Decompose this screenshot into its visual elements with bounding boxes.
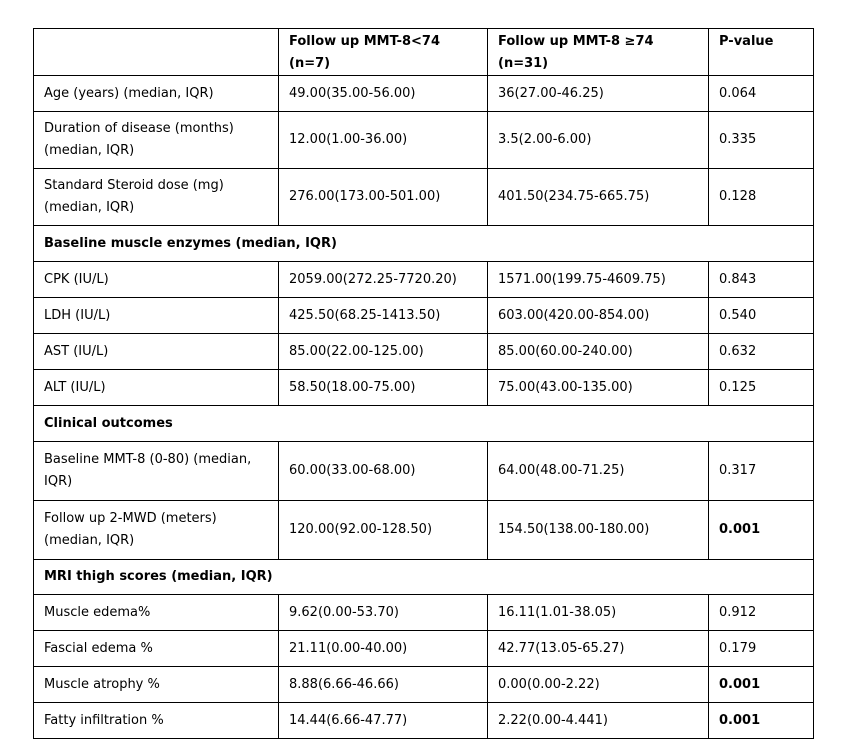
row-label: AST (IU/L): [34, 334, 279, 370]
row-value-low: 9.62(0.00-53.70): [279, 595, 488, 631]
header-cell-p-value: P-value: [709, 29, 814, 76]
section-heading: Baseline muscle enzymes (median, IQR): [34, 226, 814, 262]
row-label: LDH (IU/L): [34, 298, 279, 334]
row-value-high: 2.22(0.00-4.441): [488, 703, 709, 739]
row-p-value: 0.335: [709, 112, 814, 169]
section-heading: Clinical outcomes: [34, 406, 814, 442]
row-value-low: 85.00(22.00-125.00): [279, 334, 488, 370]
row-value-high: 154.50(138.00-180.00): [488, 501, 709, 560]
row-value-high: 36(27.00-46.25): [488, 76, 709, 112]
row-value-low: 58.50(18.00-75.00): [279, 370, 488, 406]
row-label: Muscle edema%: [34, 595, 279, 631]
row-value-low: 12.00(1.00-36.00): [279, 112, 488, 169]
header-cell-empty: [34, 29, 279, 76]
row-p-value: 0.843: [709, 262, 814, 298]
table-row: [34, 76, 814, 112]
row-value-high: 603.00(420.00-854.00): [488, 298, 709, 334]
row-p-value: 0.912: [709, 595, 814, 631]
row-label: Muscle atrophy %: [34, 667, 279, 703]
row-value-low: 276.00(173.00-501.00): [279, 169, 488, 226]
row-p-value: 0.128: [709, 169, 814, 226]
row-value-high: 3.5(2.00-6.00): [488, 112, 709, 169]
row-value-high: 1571.00(199.75-4609.75): [488, 262, 709, 298]
row-p-value: 0.540: [709, 298, 814, 334]
table-row: [34, 667, 814, 703]
row-label: Follow up 2-MWD (meters) (median, IQR): [34, 501, 279, 560]
row-p-value: 0.317: [709, 442, 814, 501]
row-value-high: 64.00(48.00-71.25): [488, 442, 709, 501]
row-label: Age (years) (median, IQR): [34, 76, 279, 112]
table-row: [34, 501, 814, 560]
table-row: [34, 334, 814, 370]
row-p-value: 0.001: [709, 501, 814, 560]
row-value-low: 21.11(0.00-40.00): [279, 631, 488, 667]
row-label: CPK (IU/L): [34, 262, 279, 298]
row-label: Baseline MMT-8 (0-80) (median, IQR): [34, 442, 279, 501]
row-p-value: 0.001: [709, 703, 814, 739]
row-p-value: 0.001: [709, 667, 814, 703]
row-label: Fatty infiltration %: [34, 703, 279, 739]
table-row: [34, 595, 814, 631]
row-value-low: 425.50(68.25-1413.50): [279, 298, 488, 334]
table-row: [34, 262, 814, 298]
table-row: [34, 298, 814, 334]
row-value-low: 8.88(6.66-46.66): [279, 667, 488, 703]
row-label: ALT (IU/L): [34, 370, 279, 406]
table-row: [34, 169, 814, 226]
header-cell-low-mmt: Follow up MMT-8<74 (n=7): [279, 29, 488, 76]
table-row: [34, 442, 814, 501]
table-row: [34, 631, 814, 667]
row-value-high: 401.50(234.75-665.75): [488, 169, 709, 226]
row-p-value: 0.064: [709, 76, 814, 112]
row-value-high: 42.77(13.05-65.27): [488, 631, 709, 667]
row-label: Duration of disease (months) (median, IQR): [34, 112, 279, 169]
row-p-value: 0.632: [709, 334, 814, 370]
section-row: [34, 226, 814, 262]
row-value-low: 120.00(92.00-128.50): [279, 501, 488, 560]
section-heading: MRI thigh scores (median, IQR): [34, 560, 814, 595]
section-row: [34, 560, 814, 595]
header-cell-high-mmt: Follow up MMT-8 ≥74 (n=31): [488, 29, 709, 76]
table-row: [34, 703, 814, 739]
row-value-low: 14.44(6.66-47.77): [279, 703, 488, 739]
row-value-high: 85.00(60.00-240.00): [488, 334, 709, 370]
row-p-value: 0.179: [709, 631, 814, 667]
row-value-high: 16.11(1.01-38.05): [488, 595, 709, 631]
results-table: [33, 28, 814, 739]
row-value-high: 0.00(0.00-2.22): [488, 667, 709, 703]
table-row: [34, 370, 814, 406]
table-row: [34, 112, 814, 169]
row-value-low: 60.00(33.00-68.00): [279, 442, 488, 501]
row-p-value: 0.125: [709, 370, 814, 406]
header-row: [34, 29, 814, 76]
row-value-low: 49.00(35.00-56.00): [279, 76, 488, 112]
row-label: Standard Steroid dose (mg) (median, IQR): [34, 169, 279, 226]
section-row: [34, 406, 814, 442]
row-label: Fascial edema %: [34, 631, 279, 667]
row-value-high: 75.00(43.00-135.00): [488, 370, 709, 406]
row-value-low: 2059.00(272.25-7720.20): [279, 262, 488, 298]
